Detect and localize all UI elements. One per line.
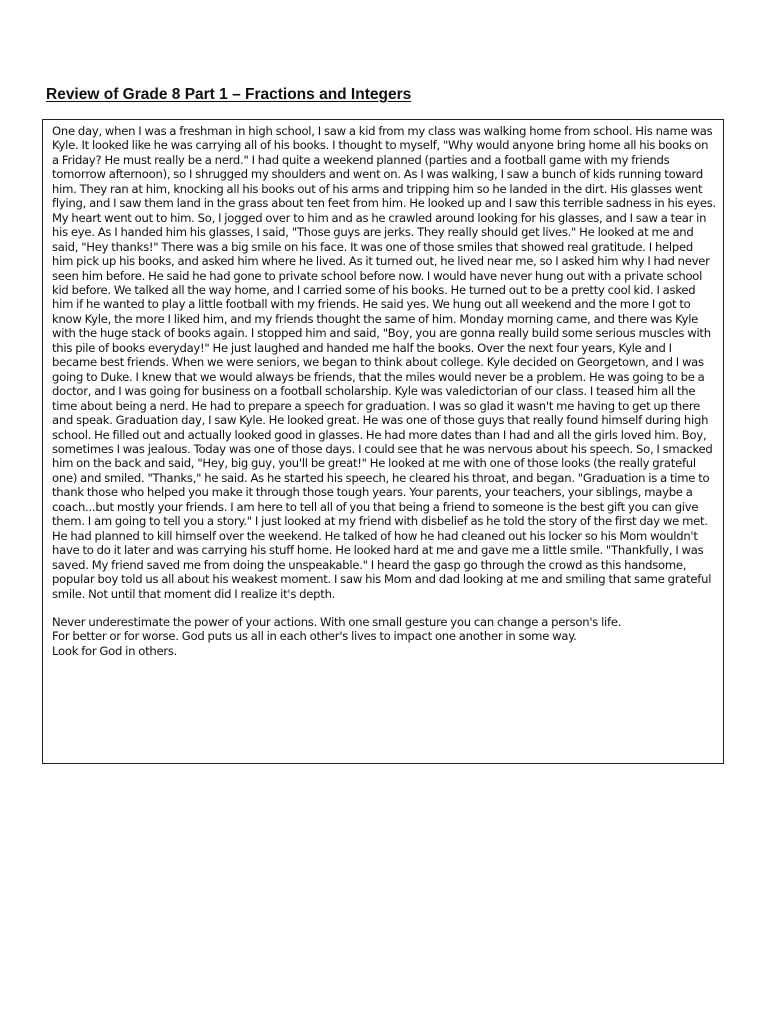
closing-line: Look for God in others. — [52, 643, 178, 658]
closing-paragraph — [52, 615, 717, 658]
page-title: Review of Grade 8 Part 1 – Fractions and Integers — [46, 86, 412, 103]
story-box — [42, 119, 724, 764]
story-paragraph: One day, when I was a freshman in high school, I saw a kid from my class was walking home from school. His name was Kyle. It looked like he was carrying all of his books. I thought to myself, "Why would anyone bring home all his books on a Friday? He must really be a nerd." I had quite a weekend planned (parties and a football game with my friends tomorrow afternoon), so I shrugged my shoulders and went on. As I was walking, I saw a bunch of kids running toward him. They ran at him, knocking all his books out of his arms and tripping him so he landed in the dirt. His glasses went flying, and I saw them land in the grass about ten feet from him. He looked up and I saw this terrible sadness in his eyes. My heart went out to him. So, I jogged over to him and as he crawled around looking for his glasses, and I saw a tear in his eye. As I handed him his glasses, I said, "Those guys are jerks. They really should get lives." He looked at me and said, "Hey thanks!" There was a big smile on his face. It was one of those smiles that showed real gratitude. I helped him pick up his books, and asked him where he lived. As it turned out, he lived near me, so I asked him why I had never seen him before. He said he had gone to private school before now. I would have never hung out with a private school kid before. We talked all the way home, and I carried some of his books. He turned out to be a pretty cool kid. I asked him if he wanted to play a little football with my friends. He said yes. We hung out all weekend and the more I got to know Kyle, the more I liked him, and my friends thought the same of him. Monday morning came, and there was Kyle with the huge stack of books again. I stopped him and said, "Boy, you are gonna really build some serious muscles with this pile of books everyday!" He just laughed and handed me half the books. Over the next four years, Kyle and I became best friends. When we were seniors, we began to think about college. Kyle decided on Georgetown, and I was going to Duke. I knew that we would always be friends, that the miles would never be a problem. He was going to be a doctor, and I was going for business on a football scholarship. Kyle was valedictorian of our class. I teased him all the time about being a nerd. He had to prepare a speech for graduation. I was so glad it wasn't me having to get up there and speak. Graduation day, I saw Kyle. He looked great. He was one of those guys that really found himself during high school. He filled out and actually looked good in glasses. He had more dates than I had and all the girls loved him. Boy, sometimes I was jealous. Today was one of those days. I could see that he was nervous about his speech. So, I smacked him on the back and said, "Hey, big guy, you'll be great!" He looked at me with one of those looks (the really grateful one) and smiled. "Thanks," he said. As he started his speech, he cleared his throat, and began. "Graduation is a time to thank those who helped you make it through those tough years. Your parents, your teachers, your siblings, maybe a coach...but mostly your friends. I am here to tell all of you that being a friend to someone is the best gift you can give them. I am going to tell you a story." I just looked at my friend with disbelief as he told the story of the first day we met. He had planned to kill himself over the weekend. He talked of how he had cleaned out his locker so his Mom wouldn't have to do it later and was carrying his stuff home. He looked hard at me and gave me a little smile. "Thankfully, I was saved. My friend saved me from doing the unspeakable." I heard the gasp go through the crowd as this handsome, popular boy told us all about his weakest moment. I saw his Mom and dad looking at me and smiling that same grateful smile. Not until that moment did I realize it's depth. — [52, 124, 716, 601]
closing-line: Never underestimate the power of your actions. With one small gesture you can change a person's life. — [52, 614, 622, 629]
paragraph-spacer — [52, 601, 717, 615]
closing-line: For better or for worse. God puts us all in each other's lives to impact one another in some way. — [52, 629, 577, 644]
